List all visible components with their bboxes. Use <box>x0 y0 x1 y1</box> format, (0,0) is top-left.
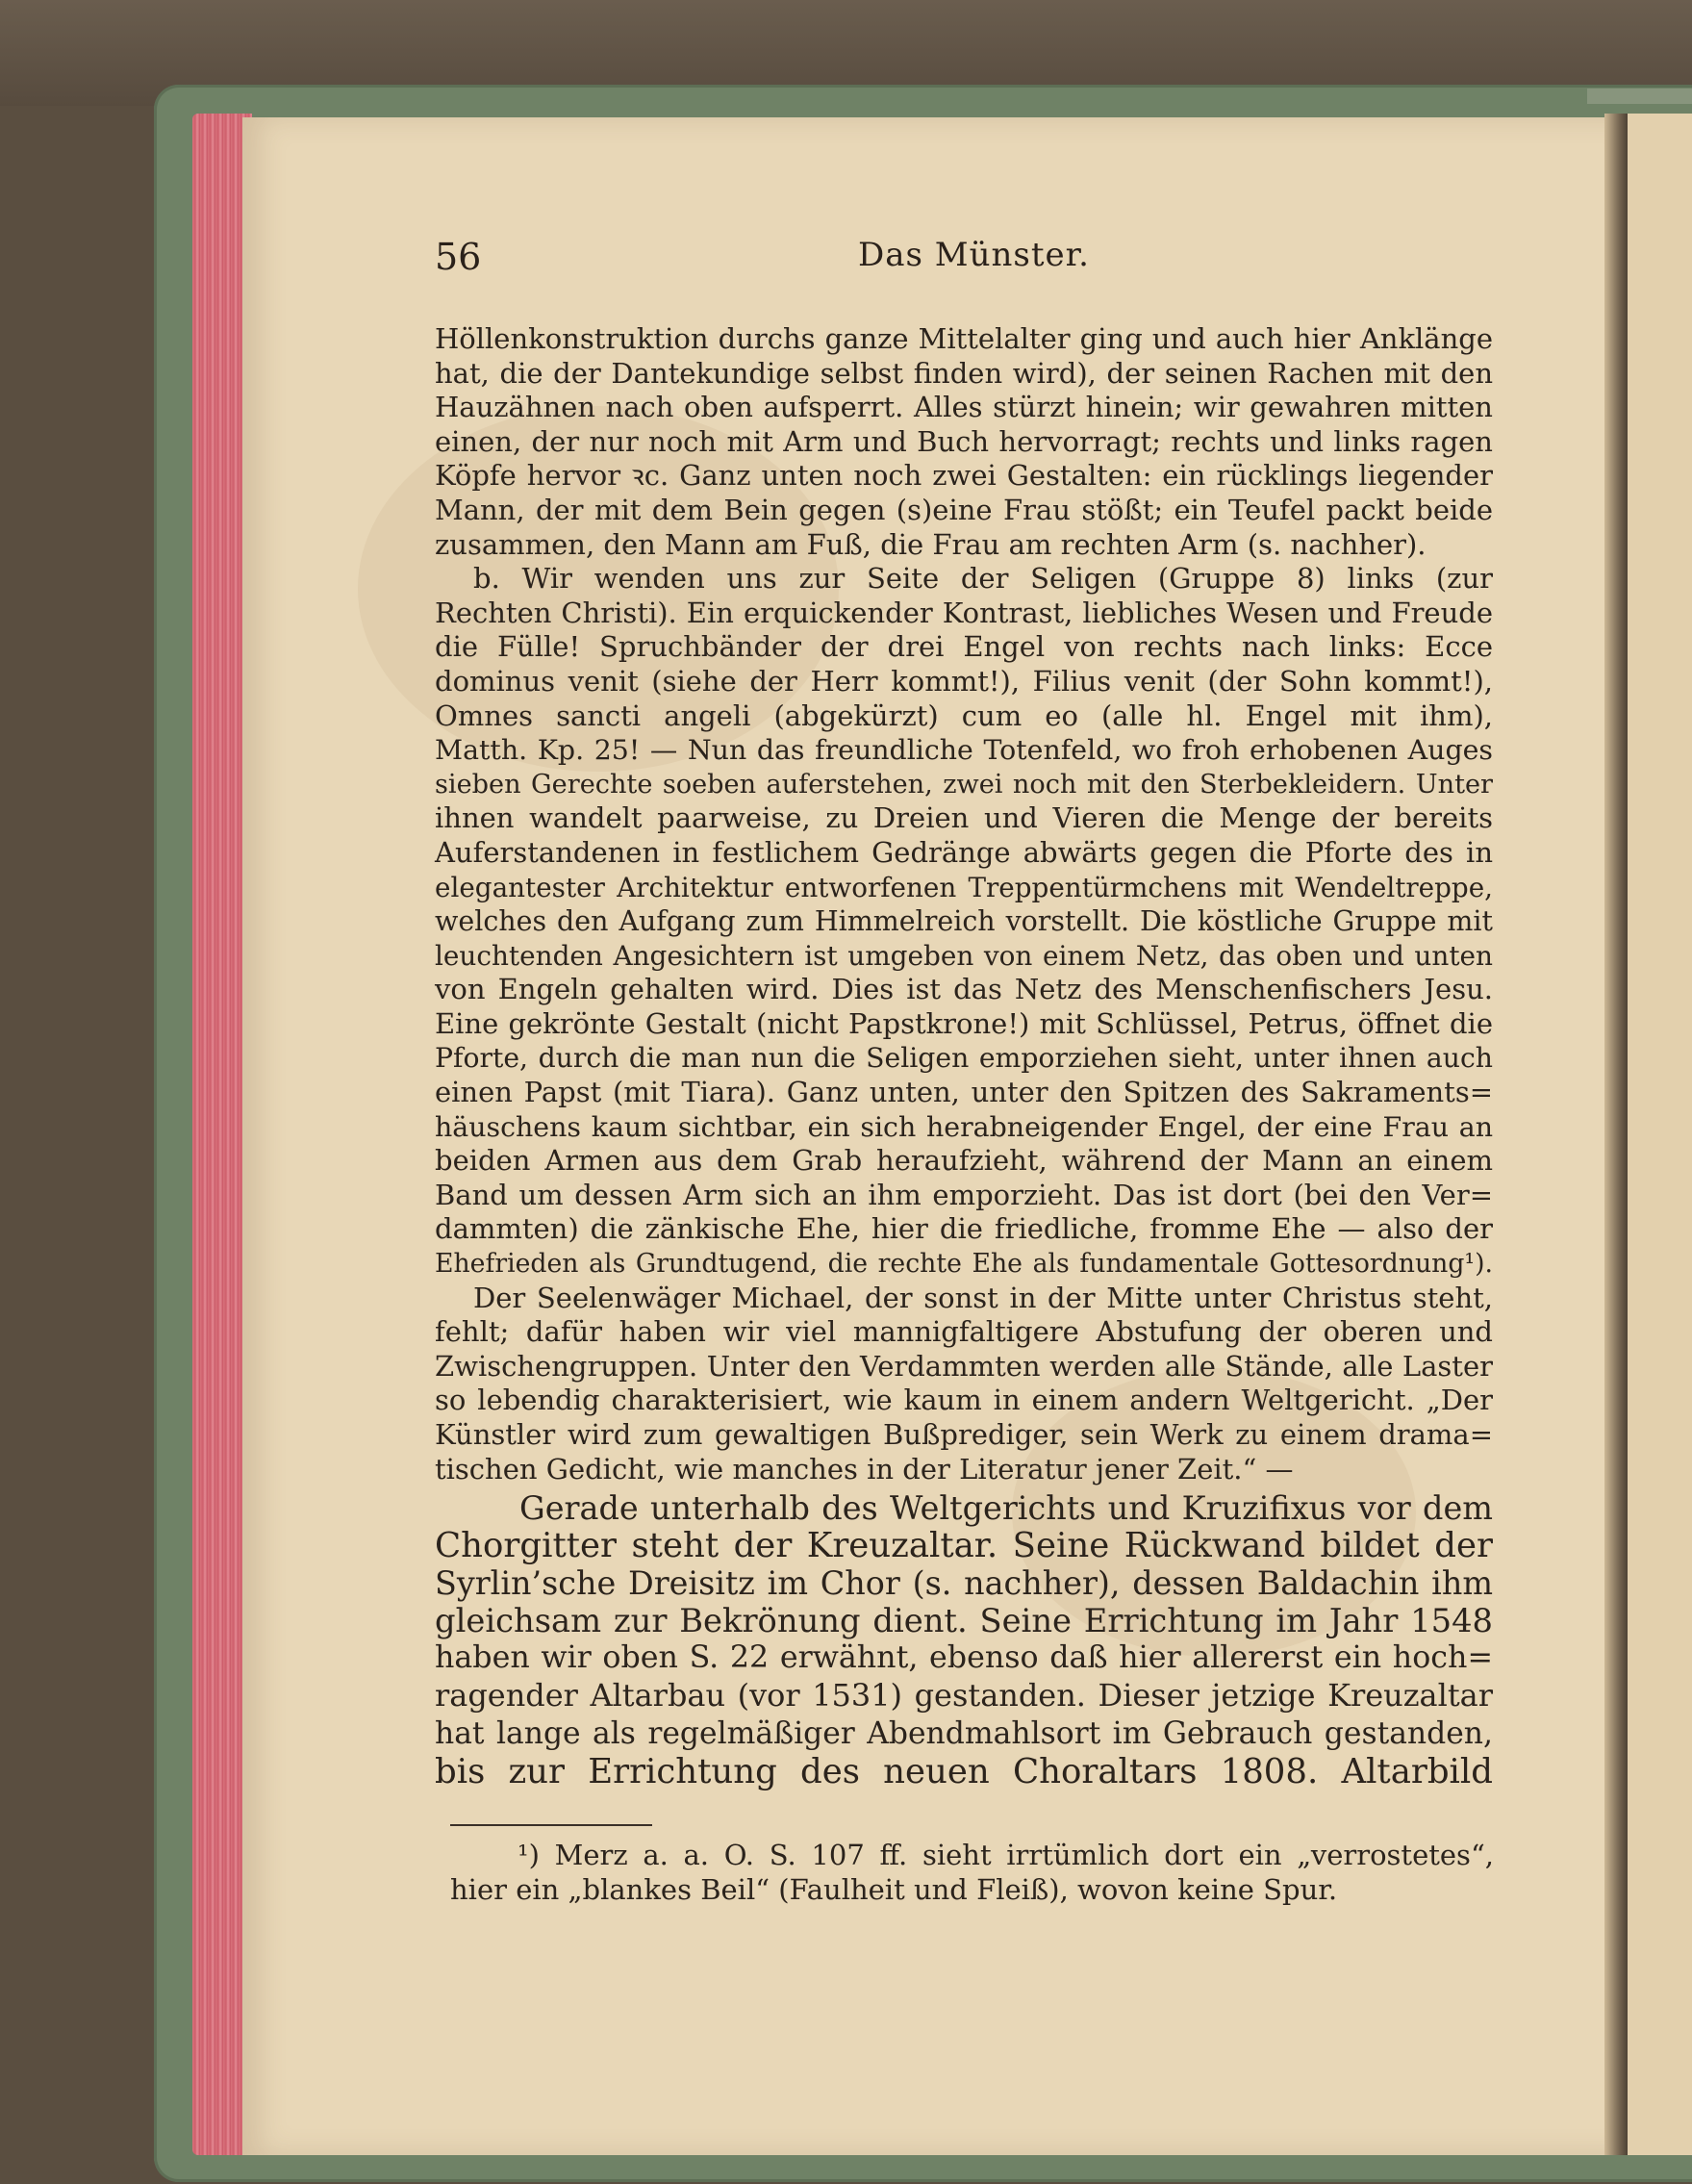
text-line: häuschens kaum sichtbar, ein sich herabneigender Engel, der eine Frau an <box>435 1110 1493 1143</box>
text-line: Eine gekrönte Gestalt (nicht Papstkrone!) mit Schlüssel, Petrus, öffnet die <box>435 1006 1493 1040</box>
text-line: zusammen, den Mann am Fuß, die Frau am rechten Arm (s. nachher). <box>435 527 1427 561</box>
text-line: Hauzähnen nach oben aufsperrt. Alles stürzt hinein; wir gewahren mitten <box>435 391 1493 424</box>
text-line: gleichsam zur Bekrönung dient. Seine Errichtung im Jahr 1548 <box>435 1602 1493 1640</box>
text-line: so lebendig charakterisiert, wie kaum in einem andern Weltgericht. „Der <box>435 1384 1493 1417</box>
text-line: von Engeln gehalten wird. Dies ist das Netz des Menschenfischers Jesu. <box>435 973 1493 1006</box>
text-line: Ehefrieden als Grundtugend, die rechte Ehe als fundamentale Gottesordnung¹). <box>435 1249 1493 1280</box>
text-line: Rechten Christi). Ein erquickender Kontrast, liebliches Wesen und Freude <box>435 596 1493 629</box>
book-gutter <box>1604 114 1628 2155</box>
text-line: bis zur Errichtung des neuen Choraltars 1808. Altarbild <box>435 1751 1493 1791</box>
book-cover-edge <box>1587 89 1692 104</box>
text-line: Chorgitter steht der Kreuzaltar. Seine Rückwand bildet der <box>435 1526 1493 1566</box>
footnote-line: ¹) Merz a. a. O. S. 107 ff. sieht irrtümlich dort ein „verrostetes“, <box>518 1839 1494 1871</box>
body-text-large <box>435 1489 1493 1790</box>
text-line: Syrlin’sche Dreisitz im Chor (s. nachher), dessen Baldachin ihm <box>435 1564 1493 1603</box>
text-line: hat lange als regelmäßiger Abendmahlsort im Gebrauch gestanden, <box>435 1715 1493 1751</box>
text-line: Mann, der mit dem Bein gegen (s)eine Frau stößt; ein Teufel packt beide <box>435 493 1493 526</box>
text-line: dammten) die zänkische Ehe, hier die friedliche, fromme Ehe — also der <box>435 1212 1493 1246</box>
text-line: Gerade unterhalb des Weltgerichts und Kruzifixus vor dem <box>519 1489 1493 1527</box>
text-line: Auferstandenen in festlichem Gedränge abwärts gegen die Pforte des in <box>435 835 1493 869</box>
text-line: Künstler wird zum gewaltigen Bußprediger, sein Werk zu einem drama= <box>435 1418 1493 1451</box>
text-line: Höllenkonstruktion durchs ganze Mittelalter ging und auch hier Anklänge <box>435 322 1493 355</box>
text-line: Band um dessen Arm sich an ihm emporzieht. Das ist dort (bei den Ver= <box>435 1178 1493 1211</box>
text-line: tischen Gedicht, wie manches in der Literatur jener Zeit.“ — <box>435 1452 1294 1486</box>
text-line: die Fülle! Spruchbänder der drei Engel von rechts nach links: Ecce <box>435 630 1493 664</box>
text-line: ragender Altarbau (vor 1531) gestanden. Dieser jetzige Kreuzaltar <box>435 1677 1493 1714</box>
text-line: welches den Aufgang zum Himmelreich vorstellt. Die köstliche Gruppe mit <box>435 905 1493 938</box>
running-title: Das Münster. <box>858 236 1090 274</box>
page-header <box>435 236 1445 293</box>
body-text-small <box>435 322 1493 1486</box>
text-line: Zwischengruppen. Unter den Verdammten werden alle Stände, alle Laster <box>435 1349 1493 1383</box>
footnote-line: hier ein „blankes Beil“ (Faulheit und Fleiß), wovon keine Spur. <box>450 1873 1338 1906</box>
text-line: hat, die der Dantekundige selbst finden wird), der seinen Rachen mit den <box>435 356 1493 390</box>
text-line: b. Wir wenden uns zur Seite der Seligen (Gruppe 8) links (zur <box>473 562 1493 596</box>
footnote-rule <box>450 1824 652 1826</box>
text-line: Der Seelenwäger Michael, der sonst in der Mitte unter Christus steht, <box>473 1281 1493 1314</box>
next-page-edge <box>1628 114 1692 2155</box>
text-line: haben wir oben S. 22 erwähnt, ebenso daß hier allererst ein hoch= <box>435 1640 1493 1676</box>
text-line: Pforte, durch die man nun die Seligen emporziehen sieht, unter ihnen auch <box>435 1042 1493 1075</box>
text-line: einen Papst (mit Tiara). Ganz unten, unter den Spitzen des Sakraments= <box>435 1076 1493 1109</box>
footnote <box>450 1838 1494 1907</box>
text-line: Köpfe hervor ꝛc. Ganz unten noch zwei Gestalten: ein rücklings liegender <box>435 459 1493 493</box>
text-line: Omnes sancti angeli (abgekürzt) cum eo (alle hl. Engel mit ihm), <box>435 698 1493 732</box>
text-line: dominus venit (siehe der Herr kommt!), Filius venit (der Sohn kommt!), <box>435 664 1493 698</box>
text-line: sieben Gerechte soeben auferstehen, zwei noch mit den Sterbekleidern. Unter <box>435 769 1493 800</box>
text-line: beiden Armen aus dem Grab heraufzieht, während der Mann an einem <box>435 1144 1493 1178</box>
text-line: einen, der nur noch mit Arm und Buch hervorragt; rechts und links ragen <box>435 424 1493 458</box>
text-line: elegantester Architektur entworfenen Treppentürmchens mit Wendeltreppe, <box>435 871 1493 903</box>
text-line: fehlt; dafür haben wir viel mannigfaltigere Abstufung der oberen und <box>435 1315 1493 1349</box>
text-line: leuchtenden Angesichtern ist umgeben von einem Netz, das oben und unten <box>435 939 1493 972</box>
text-line: Matth. Kp. 25! — Nun das freundliche Totenfeld, wo froh erhobenen Auges <box>435 734 1493 767</box>
text-line: ihnen wandelt paarweise, zu Dreien und Vieren die Menge der bereits <box>435 801 1493 835</box>
page-number: 56 <box>435 236 482 278</box>
